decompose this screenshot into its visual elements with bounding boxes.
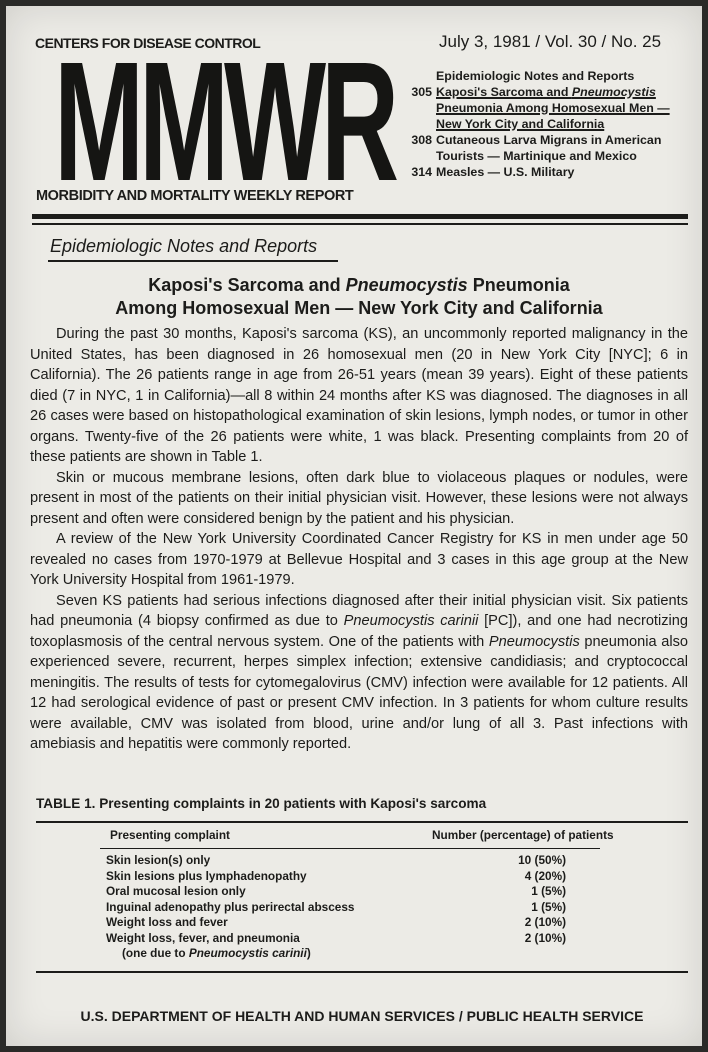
toc-entry[interactable] — [388, 84, 688, 132]
table-rule-bottom — [36, 971, 688, 973]
toc-title-line: Kaposi's Sarcoma and Pneumocystis — [436, 85, 656, 99]
toc-title-line: Measles — U.S. Military — [436, 165, 575, 179]
agency-name: CENTERS FOR DISEASE CONTROL — [35, 35, 261, 51]
toc-title-line: Cutaneous Larva Migrans in American — [436, 133, 662, 147]
issue-date-line: July 3, 1981 / Vol. 30 / No. 25 — [439, 32, 662, 51]
table-cell-complaint: Weight loss and fever — [106, 915, 228, 929]
footer-agency: U.S. DEPARTMENT OF HEALTH AND HUMAN SERVICES / PUBLIC HEALTH SERVICE — [80, 1008, 644, 1024]
toc-entry[interactable] — [388, 164, 688, 180]
table-cell-complaint: Weight loss, fever, and pneumonia — [106, 930, 300, 945]
article-title-line: Among Homosexual Men — New York City and California — [115, 298, 603, 318]
table-cell-note: (one due to Pneumocystis carinii) — [122, 946, 311, 960]
table-row — [106, 900, 606, 916]
article-title — [36, 274, 682, 320]
paragraph: During the past 30 months, Kaposi's sarcoma (KS), an uncommonly reported malignancy in the United States, has been diagnosed in 26 homosexual men (20 in New York City [NYC]; 6 in California). The 26 patients range in age from 26-51 years (mean 39 years). Eight of these patients died (7 in NYC, 1 in California)—all 8 within 24 months after KS was diagnosed. The diagnoses in all 26 cases were based on histopathological examination of skin lesions, lymph nodes, or tumor in other organs. Twenty-five of the 26 patients were white, 1 was black. Presenting complaints from 20 of these patients are shown in Table 1. — [30, 326, 688, 465]
table-header-complaint: Presenting complaint — [110, 828, 230, 842]
toc-page-number: 305 — [411, 85, 432, 99]
section-heading: Epidemiologic Notes and Reports — [50, 236, 318, 256]
table-cell-complaint: Skin lesions plus lymphadenopathy — [106, 868, 307, 883]
table-row — [106, 853, 606, 869]
paragraph: Seven KS patients had serious infections diagnosed after their initial physician visit. Six patients had pneumonia (4 biopsy confirmed as due to Pneumocystis carinii [PC]), and one had necrotizing toxoplasmosis of the central nervous system. One of the patients with Pneumocystis pneumonia also experienced severe, recurrent, herpes simplex infection; extensive candidiasis; and cryptococcal meningitis. The results of tests for cytomegalovirus (CMV) infection were available for 12 patients. All 12 had serological evidence of past or present CMV infection. In 3 patients for whom culture results were available, CMV was isolated from blood, urine and/or lung of all 3. Past infections with amebiasis and hepatitis were commonly reported. — [30, 592, 688, 752]
table-row — [106, 869, 606, 885]
toc-title-line: Pneumonia Among Homosexual Men — — [436, 101, 670, 115]
table-rule-top — [36, 821, 688, 823]
table-header-number: Number (percentage) of patients — [432, 828, 614, 842]
header-rule-thick — [32, 214, 688, 219]
toc-title-line: Tourists — Martinique and Mexico — [436, 149, 637, 163]
table-row — [106, 884, 606, 900]
table-rule-header — [100, 848, 600, 849]
header-rule-thin — [32, 223, 688, 225]
mmwr-logo — [54, 48, 399, 188]
table-row — [106, 931, 606, 947]
publication-subtitle: MORBIDITY AND MORTALITY WEEKLY REPORT — [36, 188, 354, 204]
table-caption: TABLE 1. Presenting complaints in 20 patients with Kaposi's sarcoma — [36, 796, 487, 811]
table-body — [106, 853, 606, 962]
table-cell-value: 4 (20%) — [524, 868, 566, 883]
paragraph: A review of the New York University Coordinated Cancer Registry for KS in men under age 50 revealed no cases from 1970-1979 at Bellevue Hospital and 3 cases in this age group at the New York University Hospital from 1961-1979. — [30, 531, 688, 588]
table-cell-complaint: Inguinal adenopathy plus perirectal abscess — [106, 899, 355, 914]
article-body — [30, 324, 688, 755]
table-row — [106, 915, 606, 931]
toc-title-line: New York City and California — [436, 117, 605, 131]
table-cell-complaint: Skin lesion(s) only — [106, 853, 211, 867]
table-cell-value: 2 (10%) — [524, 930, 566, 945]
table-cell-value: 2 (10%) — [524, 915, 566, 929]
article-title-line: Kaposi's Sarcoma and Pneumocystis Pneumonia — [148, 275, 570, 295]
table-row — [106, 946, 606, 962]
section-underline — [48, 260, 338, 262]
table-cell-complaint: Oral mucosal lesion only — [106, 884, 246, 898]
toc-page-number: 308 — [411, 133, 432, 147]
toc-entry[interactable] — [388, 132, 688, 164]
table-cell-value: 1 (5%) — [531, 884, 566, 898]
table-cell-value: 1 (5%) — [531, 899, 566, 914]
toc-page-number: 314 — [411, 165, 432, 179]
document-page — [6, 6, 702, 1046]
table-cell-value: 10 (50%) — [518, 853, 566, 867]
contents-heading: Epidemiologic Notes and Reports — [436, 69, 635, 83]
table-of-contents — [388, 68, 688, 180]
paragraph: Skin or mucous membrane lesions, often dark blue to violaceous plaques or nodules, were present in most of the patients on their initial physician visit. However, these lesions were not always present and often were considered benign by the patient and his physician. — [30, 469, 688, 527]
svg-text:MMWR: MMWR — [54, 48, 398, 188]
